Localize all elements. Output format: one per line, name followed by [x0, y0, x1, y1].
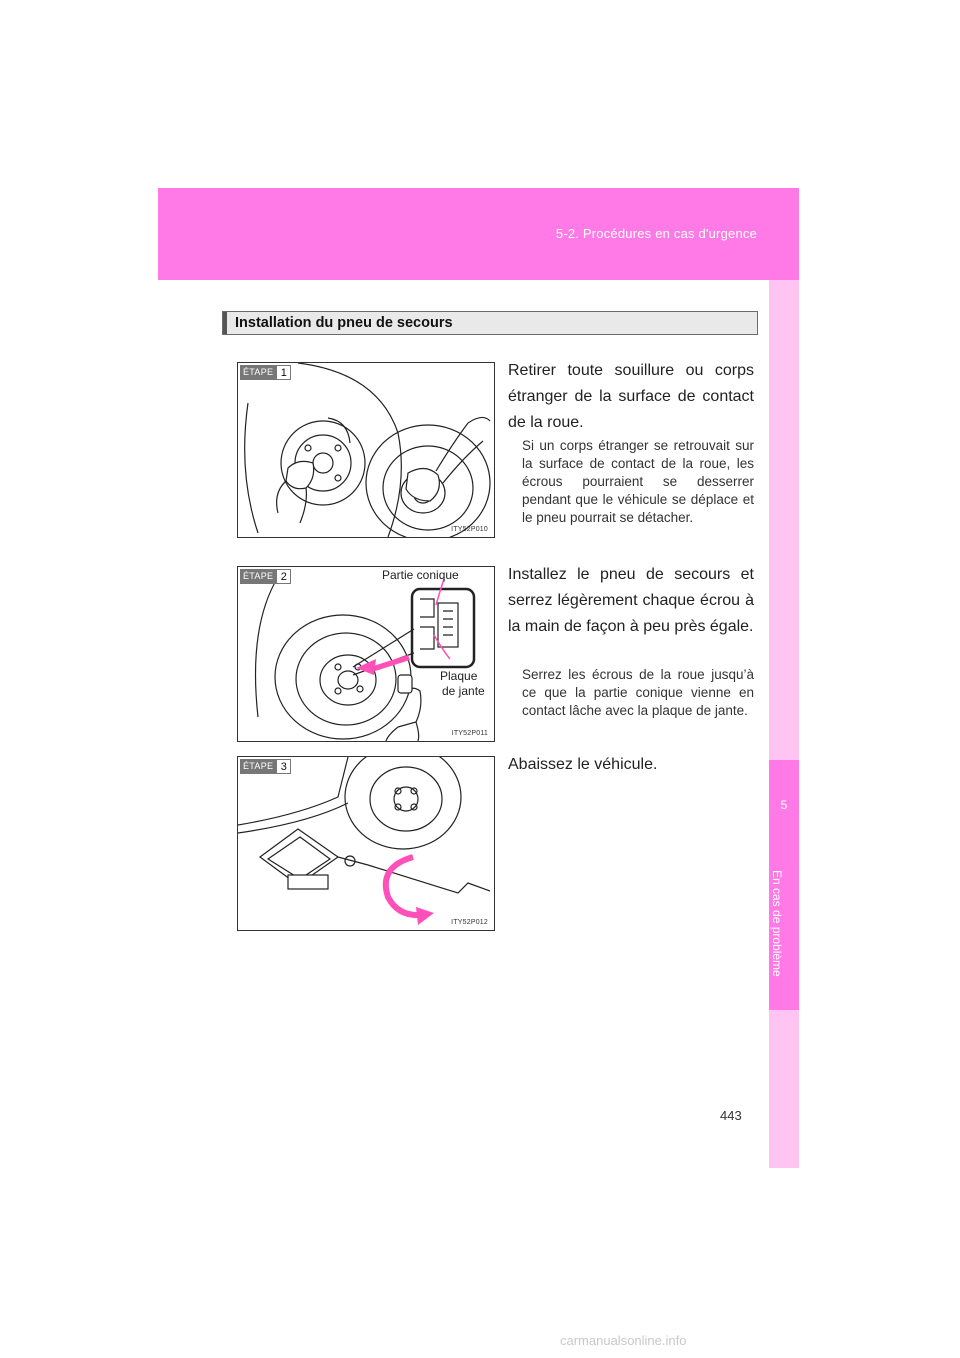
section-header	[222, 311, 758, 335]
section-marker	[223, 312, 227, 334]
figure-code: ITY52P010	[451, 526, 488, 533]
side-tab-number: 5	[780, 798, 788, 812]
illustration-clean-hub	[238, 363, 494, 537]
step-1-note: Si un corps étranger se retrouvait sur la surface de contact de la roue, les écrous pourraient se desserrer pendant que le véhicule se déplace et le pneu pourrait se détacher.	[522, 438, 754, 525]
figure-step-2	[237, 566, 495, 742]
side-tab	[769, 280, 799, 1168]
step-3-text: Abaissez le véhicule.	[508, 756, 658, 773]
step-badge-3: ÉTAPE 3	[240, 759, 291, 774]
callout-plate-line2: de jante	[442, 684, 485, 698]
callout-plate-line1: Plaque	[440, 669, 478, 683]
header-band	[158, 188, 799, 280]
header-section-title: 5-2. Procédures en cas d'urgence	[555, 226, 757, 241]
side-tab-label: En cas de problème	[770, 870, 784, 977]
step-badge-2: ÉTAPE 2	[240, 569, 291, 584]
step-2-text: Installez le pneu de secours et serrez légèrement chaque écrou à la main de façon à peu près égale.	[508, 566, 754, 635]
illustration-lower-vehicle	[238, 757, 494, 930]
section-title: Installation du pneu de secours	[235, 315, 453, 331]
watermark: carmanualsonline.info	[560, 1333, 687, 1348]
figure-step-1	[237, 362, 495, 538]
page-number: 443	[720, 1108, 742, 1123]
figure-code: ITY52P012	[451, 919, 488, 926]
illustration-install-tire	[238, 567, 494, 741]
figure-code: ITY52P011	[451, 730, 488, 737]
figure-step-3	[237, 756, 495, 931]
step-2-note: Serrez les écrous de la roue jusqu’à ce que la partie conique vienne en contact lâche avec la plaque de jante.	[522, 667, 754, 718]
step-1-text: Retirer toute souillure ou corps étranger de la surface de contact de la roue.	[508, 362, 754, 431]
callout-conical-part: Partie conique	[382, 568, 459, 582]
step-badge-1: ÉTAPE 1	[240, 365, 291, 380]
